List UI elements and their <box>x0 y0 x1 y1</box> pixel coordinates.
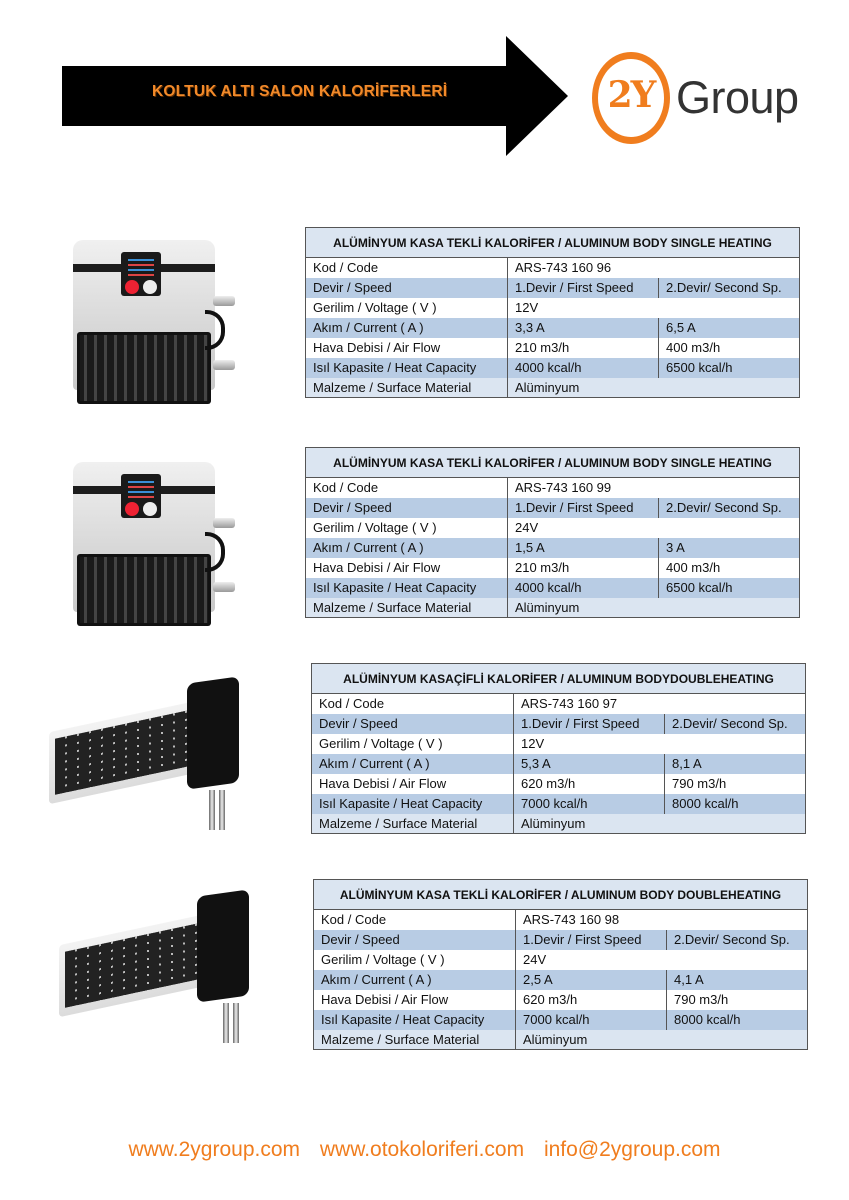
spec-label: Kod / Code <box>312 694 514 714</box>
spec-table-title: ALÜMİNYUM KASA TEKLİ KALORİFER / ALUMINUM BODY SINGLE HEATING <box>306 228 800 258</box>
banner-arrow-head <box>506 36 568 156</box>
spec-value: 6500 kcal/h <box>659 578 800 598</box>
table-row <box>312 754 806 774</box>
table-row <box>314 1010 808 1030</box>
spec-value: 12V <box>514 734 806 754</box>
spec-label: Devir / Speed <box>314 930 516 950</box>
spec-label: Isıl Kapasite / Heat Capacity <box>314 1010 516 1030</box>
spec-value: Alüminyum <box>516 1030 808 1050</box>
table-row <box>306 258 800 278</box>
spec-value: 2,5 A <box>516 970 667 990</box>
spec-value: 12V <box>508 298 800 318</box>
table-row <box>306 358 800 378</box>
spec-label: Devir / Speed <box>312 714 514 734</box>
spec-label: Hava Debisi / Air Flow <box>314 990 516 1010</box>
table-row <box>306 338 800 358</box>
spec-label: Kod / Code <box>306 478 508 498</box>
company-logo <box>592 52 812 144</box>
table-row <box>306 518 800 538</box>
footer-email[interactable]: info@2ygroup.com <box>543 1138 721 1161</box>
spec-label: Malzeme / Surface Material <box>314 1030 516 1050</box>
spec-value: 620 m3/h <box>516 990 667 1010</box>
spec-value: 7000 kcal/h <box>516 1010 667 1030</box>
table-row <box>306 318 800 338</box>
spec-value: 2.Devir/ Second Sp. <box>659 278 800 298</box>
spec-value: 6500 kcal/h <box>659 358 800 378</box>
logo-mark: 2Y <box>607 74 655 116</box>
spec-value: 3 A <box>659 538 800 558</box>
spec-table-title-row <box>306 228 800 258</box>
product-image-2 <box>55 462 245 632</box>
spec-value: Alüminyum <box>514 814 806 834</box>
spec-label: Isıl Kapasite / Heat Capacity <box>306 358 508 378</box>
table-row <box>306 558 800 578</box>
spec-label: Akım / Current ( A ) <box>312 754 514 774</box>
spec-value: ARS-743 160 97 <box>514 694 806 714</box>
spec-label: Kod / Code <box>314 910 516 930</box>
spec-label: Hava Debisi / Air Flow <box>312 774 514 794</box>
spec-value: 8000 kcal/h <box>667 1010 808 1030</box>
spec-table-title-row <box>314 880 808 910</box>
spec-label: Isıl Kapasite / Heat Capacity <box>306 578 508 598</box>
spec-value: 3,3 A <box>508 318 659 338</box>
spec-table-2 <box>305 447 800 618</box>
table-row <box>314 930 808 950</box>
spec-label: Akım / Current ( A ) <box>314 970 516 990</box>
spec-value: 24V <box>516 950 808 970</box>
table-row <box>314 970 808 990</box>
spec-value: 1.Devir / First Speed <box>508 278 659 298</box>
spec-label: Devir / Speed <box>306 278 508 298</box>
footer-contacts <box>0 1138 849 1162</box>
spec-value: 1.Devir / First Speed <box>508 498 659 518</box>
table-row <box>312 694 806 714</box>
spec-table-title: ALÜMİNYUM KASA TEKLİ KALORİFER / ALUMINUM BODY DOUBLEHEATING <box>314 880 808 910</box>
product-image-3 <box>45 672 245 842</box>
spec-label: Devir / Speed <box>306 498 508 518</box>
table-row <box>312 734 806 754</box>
spec-value: 790 m3/h <box>667 990 808 1010</box>
spec-value: 210 m3/h <box>508 558 659 578</box>
spec-table-title: ALÜMİNYUM KASA TEKLİ KALORİFER / ALUMINUM BODY SINGLE HEATING <box>306 448 800 478</box>
spec-value: Alüminyum <box>508 598 800 618</box>
spec-label: Gerilim / Voltage ( V ) <box>306 298 508 318</box>
spec-table-title-row <box>306 448 800 478</box>
spec-value: 400 m3/h <box>659 558 800 578</box>
spec-label: Malzeme / Surface Material <box>306 378 508 398</box>
table-row <box>306 498 800 518</box>
spec-table-title: ALÜMİNYUM KASAÇİFLİ KALORİFER / ALUMINUM BODYDOUBLEHEATING <box>312 664 806 694</box>
spec-label: Malzeme / Surface Material <box>312 814 514 834</box>
table-row <box>306 378 800 398</box>
footer-website-1[interactable]: www.2ygroup.com <box>128 1138 301 1161</box>
product-image-4 <box>55 885 255 1055</box>
spec-label: Hava Debisi / Air Flow <box>306 558 508 578</box>
product-image-1 <box>55 240 245 410</box>
table-row <box>306 538 800 558</box>
header-banner <box>62 36 570 156</box>
spec-value: 5,3 A <box>514 754 665 774</box>
table-row <box>312 714 806 734</box>
spec-label: Akım / Current ( A ) <box>306 538 508 558</box>
spec-label: Hava Debisi / Air Flow <box>306 338 508 358</box>
footer-website-2[interactable]: www.otokoloriferi.com <box>319 1138 525 1161</box>
spec-value: 8,1 A <box>665 754 806 774</box>
spec-value: 790 m3/h <box>665 774 806 794</box>
spec-value: 4,1 A <box>667 970 808 990</box>
table-row <box>314 990 808 1010</box>
spec-label: Kod / Code <box>306 258 508 278</box>
logo-word: Group <box>676 72 799 123</box>
spec-value: 1,5 A <box>508 538 659 558</box>
spec-value: 24V <box>508 518 800 538</box>
spec-value: 400 m3/h <box>659 338 800 358</box>
spec-table-title-row <box>312 664 806 694</box>
spec-value: 2.Devir/ Second Sp. <box>665 714 806 734</box>
table-row <box>312 794 806 814</box>
spec-value: ARS-743 160 96 <box>508 258 800 278</box>
table-row <box>312 814 806 834</box>
table-row <box>312 774 806 794</box>
table-row <box>306 578 800 598</box>
spec-value: 7000 kcal/h <box>514 794 665 814</box>
spec-label: Gerilim / Voltage ( V ) <box>314 950 516 970</box>
table-row <box>306 278 800 298</box>
spec-value: 8000 kcal/h <box>665 794 806 814</box>
spec-label: Isıl Kapasite / Heat Capacity <box>312 794 514 814</box>
spec-value: 6,5 A <box>659 318 800 338</box>
spec-value: 2.Devir/ Second Sp. <box>667 930 808 950</box>
spec-label: Akım / Current ( A ) <box>306 318 508 338</box>
table-row <box>306 478 800 498</box>
spec-label: Malzeme / Surface Material <box>306 598 508 618</box>
spec-value: 1.Devir / First Speed <box>516 930 667 950</box>
spec-value: ARS-743 160 99 <box>508 478 800 498</box>
table-row <box>314 910 808 930</box>
spec-label: Gerilim / Voltage ( V ) <box>306 518 508 538</box>
spec-value: 2.Devir/ Second Sp. <box>659 498 800 518</box>
spec-table-1 <box>305 227 800 398</box>
spec-value: Alüminyum <box>508 378 800 398</box>
spec-value: 1.Devir / First Speed <box>514 714 665 734</box>
table-row <box>306 298 800 318</box>
spec-value: 4000 kcal/h <box>508 358 659 378</box>
table-row <box>314 1030 808 1050</box>
spec-value: 4000 kcal/h <box>508 578 659 598</box>
spec-value: 620 m3/h <box>514 774 665 794</box>
spec-label: Gerilim / Voltage ( V ) <box>312 734 514 754</box>
spec-table-3 <box>311 663 806 834</box>
spec-value: 210 m3/h <box>508 338 659 358</box>
table-row <box>314 950 808 970</box>
spec-value: ARS-743 160 98 <box>516 910 808 930</box>
table-row <box>306 598 800 618</box>
spec-table-4 <box>313 879 808 1050</box>
page-title: KOLTUK ALTI SALON KALORİFERLERİ <box>152 83 448 100</box>
